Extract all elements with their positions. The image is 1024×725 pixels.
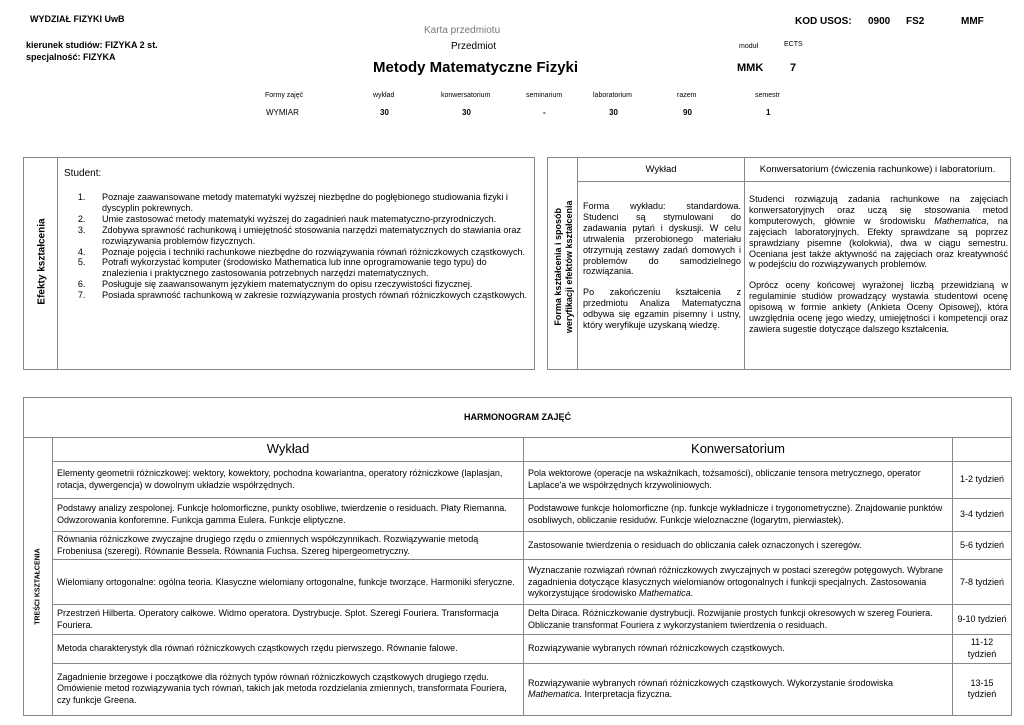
- weeks-cell: 5-6 tydzień: [953, 532, 1012, 560]
- forms-value-seminar: -: [543, 108, 546, 117]
- outcome-item: 6. Posługuje się zaawansowanym językiem matematycznym do opisu rzeczywistości fizycznej.: [88, 279, 534, 290]
- forms-value-laboratory: 30: [609, 108, 618, 117]
- verification-lecture-p1: Forma wykładu: standardowa. Studenci są stymulowani do zadawania pytań i dyskusji. W celu utrwalenia przerobionego materiału otrzymują zestawy zadań domowych i problemów do samodzielnego rozwiązania.: [583, 201, 741, 277]
- forms-value-label: WYMIAR: [266, 108, 299, 117]
- verification-lecture-p2: Po zakończeniu kształcenia z przedmiotu Analiza Matematyczna odbywa się egzamin pisemny i ustny, który weryfikuje uzyskaną wiedzę.: [583, 287, 741, 331]
- weeks-cell: 9-10 tydzień: [953, 605, 1012, 635]
- kod-usos-number: 0900: [868, 16, 891, 27]
- verification-conv-p2: Oprócz oceny końcowej wyrażonej liczbą przewidzianą w regulaminie studiów prowadzący wystawia studentowi ocenę opisową w formie ankiety (Ankieta Oceny Opisowej), która uwzględnia ocenę jego wiedzy, umiejętności i kompetencji oraz zawiera sugestie dotyczące dalszego kształcenia.: [749, 280, 1008, 334]
- schedule-table: [23, 397, 1012, 716]
- outcomes-list: [44, 192, 534, 301]
- forms-value-semester: 1: [766, 108, 771, 117]
- schedule-col-lecture: Wykład: [53, 438, 524, 462]
- verification-divider-header: [577, 181, 1010, 182]
- outcome-item: 4. Poznaje pojęcia i techniki rachunkowe niezbędne do rozwiązywania równań różniczkowych cząstkowych.: [88, 247, 534, 258]
- conv-cell: Rozwiązywanie wybranych równań różniczkowych cząstkowych. Wykorzystanie środowiska Mathematica. Interpretacja fizyczna.: [524, 663, 953, 715]
- forms-label-laboratory: laboratorium: [593, 92, 632, 99]
- verification-col-lecture-header: Wykład: [645, 164, 677, 175]
- outcomes-list-container: [44, 192, 534, 301]
- lecture-cell: Równania różniczkowe zwyczajne drugiego rzędu o zmiennych współczynnikach. Rozwiązywanie metodą Frobeniusa (szeregi). Równanie Bessela. Równania Fuchsa. Szereg hipergeometryczny.: [53, 532, 524, 560]
- verification-conv-text: [749, 194, 1008, 335]
- forms-label-total: razem: [677, 92, 697, 99]
- forms-label-lecture: wykład: [373, 92, 395, 99]
- forms-value-total: 90: [683, 108, 692, 117]
- forms-label-semester: semestr: [755, 92, 780, 99]
- forms-label-form: Formy zajęć: [265, 92, 304, 99]
- kod-usos-code: FS2: [906, 16, 925, 27]
- outcome-item: 5. Potrafi wykorzystać komputer (środowisko Mathematica lub inne oprogramowanie tego typu) do znalezienia i praktycznego zastosowania potrzebnych narzędzi matematycznych.: [88, 257, 534, 279]
- forms-value-lecture: 30: [380, 108, 389, 117]
- kod-usos-label: KOD USOS:: [795, 16, 852, 27]
- outcomes-intro: Student:: [64, 168, 102, 179]
- weeks-cell: 13-15 tydzień: [953, 663, 1012, 715]
- weeks-cell: 3-4 tydzień: [953, 499, 1012, 532]
- schedule-side-label: TREŚCI KSZTAŁCENIA: [34, 547, 42, 625]
- schedule-title: HARMONOGRAM ZAJĘĆ: [24, 398, 1012, 438]
- outcome-item: 1. Poznaje zaawansowane metody matematyki wyższej niezbędne do pogłębionego studiowania fizyki i dyscyplin pokrewnych.: [88, 192, 534, 214]
- lecture-cell: Podstawy analizy zespolonej. Funkcje holomorficzne, punkty osobliwe, twierdzenie o residuach. Płaty Riemanna. Odwzorowania konforemne. Funkcja gamma Eulera. Funkcje eliptyczne.: [53, 499, 524, 532]
- lecture-cell: Elementy geometrii różniczkowej: wektory, kowektory, pochodna kowariantna, operatory różniczkowe (laplasjan, rotacja, dywergencja) w dowolnym układzie współrzędnych.: [53, 462, 524, 499]
- modul-value: MMK: [737, 62, 764, 74]
- lecture-cell: Metoda charakterystyk dla równań różniczkowych cząstkowych rzędu pierwszego. Równanie falowe.: [53, 635, 524, 663]
- ects-value: 7: [790, 62, 797, 74]
- card-title: Karta przedmiotu: [424, 25, 501, 36]
- verification-box: [547, 157, 1011, 370]
- lecture-cell: Zagadnienie brzegowe i początkowe dla różnych typów równań różniczkowych cząstkowych drugiego rzędu. Omówienie metod rozwiązywania tych równań, takich jak metoda rozdzielania zmiennych, transformata Fouriera, czy funkcje Greena.: [53, 663, 524, 715]
- conv-cell: Zastosowanie twierdzenia o residuach do obliczania całek oznaczonych i szeregów.: [524, 532, 953, 560]
- outcome-item: 7. Posiada sprawność rachunkową w zakresie rozwiązywania prostych równań różniczkowych cząstkowych.: [88, 290, 534, 301]
- forms-label-seminar: seminarium: [526, 92, 563, 99]
- forms-label-conversatory: konwersatorium: [441, 92, 491, 99]
- weeks-cell: 11-12 tydzień: [953, 635, 1012, 663]
- verification-conv-p1: Studenci rozwiązują zadania rachunkowe na zajęciach konwersatoryjnych oraz uczą się stosowania metod komputerowych, głównie w środowisku Mathematica, na zajęciach laboratoryjnych. Efekty sprawdzane są poprzez sprawdziany pisemne (kolokwia), dwa w ciągu semestru. Oceniana jest także aktywność na zajęciach oraz kreatywność w podejściu do rozwiązywanych problemów.: [749, 194, 1008, 270]
- faculty-name: WYDZIAŁ FIZYKI UwB: [30, 14, 125, 24]
- table-row: [24, 560, 1012, 605]
- modul-label: moduł: [739, 43, 759, 50]
- schedule-col-weeks: [953, 438, 1012, 462]
- conv-cell: Rozwiązywanie wybranych równań różniczkowych cząstkowych.: [524, 635, 953, 663]
- table-row: [24, 532, 1012, 560]
- outcome-item: 2. Umie zastosować metody matematyki wyższej do zagadnień nauk matematyczno-przyrodniczych.: [88, 214, 534, 225]
- schedule-header-row: [24, 438, 1012, 462]
- verification-side-label: [553, 187, 575, 347]
- lecture-cell: Przestrzeń Hilberta. Operatory całkowe. Widmo operatora. Dystrybucje. Splot. Szeregi Fouriera. Transformacja Fouriera.: [53, 605, 524, 635]
- forms-value-conversatory: 30: [462, 108, 471, 117]
- lecture-cell: Wielomiany ortogonalne: ogólna teoria. Klasyczne wielomiany ortogonalne, funkcje tworzące. Harmoniki sferyczne.: [53, 560, 524, 605]
- verification-side-label-line1: Forma kształcenia i sposób: [553, 208, 564, 326]
- learning-outcomes-box: [23, 157, 535, 370]
- weeks-cell: 7-8 tydzień: [953, 560, 1012, 605]
- outcomes-side-label: Efekty kształcenia: [36, 218, 48, 305]
- schedule-side-cell: [24, 462, 53, 716]
- weeks-cell: 1-2 tydzień: [953, 462, 1012, 499]
- schedule-title-row: [24, 398, 1012, 438]
- field-of-study: kierunek studiów: FIZYKA 2 st.: [26, 40, 158, 50]
- verification-side-label-line2: weryfikacji efektów kształcenia: [564, 200, 574, 334]
- table-row: [24, 663, 1012, 715]
- conv-cell: Delta Diraca. Różniczkowanie dystrybucji. Rozwijanie prostych funkcji okresowych w szereg Fouriera. Obliczanie transformat Fouriera z wykorzystaniem twierdzenia o residuach.: [524, 605, 953, 635]
- subject-label: Przedmiot: [451, 41, 497, 52]
- table-row: [24, 635, 1012, 663]
- schedule-header-corner: [24, 438, 53, 462]
- verification-lecture-text: [583, 201, 741, 331]
- specialty: specjalność: FIZYKA: [26, 52, 116, 62]
- outcome-item: 3. Zdobywa sprawność rachunkową i umiejętność stosowania narzędzi matematycznych do stawiania oraz rozwiązywania problemów fizycznych.: [88, 225, 534, 247]
- verification-divider-mid: [744, 158, 745, 369]
- verification-col-conv-header: Konwersatorium (ćwiczenia rachunkowe) i laboratorium.: [759, 164, 996, 175]
- verification-divider-side: [577, 158, 578, 369]
- conv-cell: Pola wektorowe (operacje na wskaźnikach, tożsamości), obliczanie tensora metrycznego, operator Laplace'a we współrzędnych krzywoliniowych.: [524, 462, 953, 499]
- table-row: [24, 462, 1012, 499]
- table-row: [24, 605, 1012, 635]
- conv-cell: Podstawowe funkcje holomorficzne (np. funkcje wykładnicze i trygonometryczne). Znajdowanie punktów osobliwych, obliczanie residuów. Funkcje wieloznaczne (logarytm, pierwiastek).: [524, 499, 953, 532]
- ects-label: ECTS: [784, 41, 803, 48]
- schedule-col-conv: Konwersatorium: [524, 438, 953, 462]
- conv-cell: Wyznaczanie rozwiązań równań różniczkowych zwyczajnych w postaci szeregów potęgowych. Wybrane zagadnienia dotyczące klasycznych wielomianów ortogonalnych i funkcji specjalnych. Zastosowania wykorzystujące środowisko Mathematica.: [524, 560, 953, 605]
- subject-name: Metody Matematyczne Fizyki: [373, 59, 579, 76]
- table-row: [24, 499, 1012, 532]
- kod-usos-abbrev: MMF: [961, 16, 984, 27]
